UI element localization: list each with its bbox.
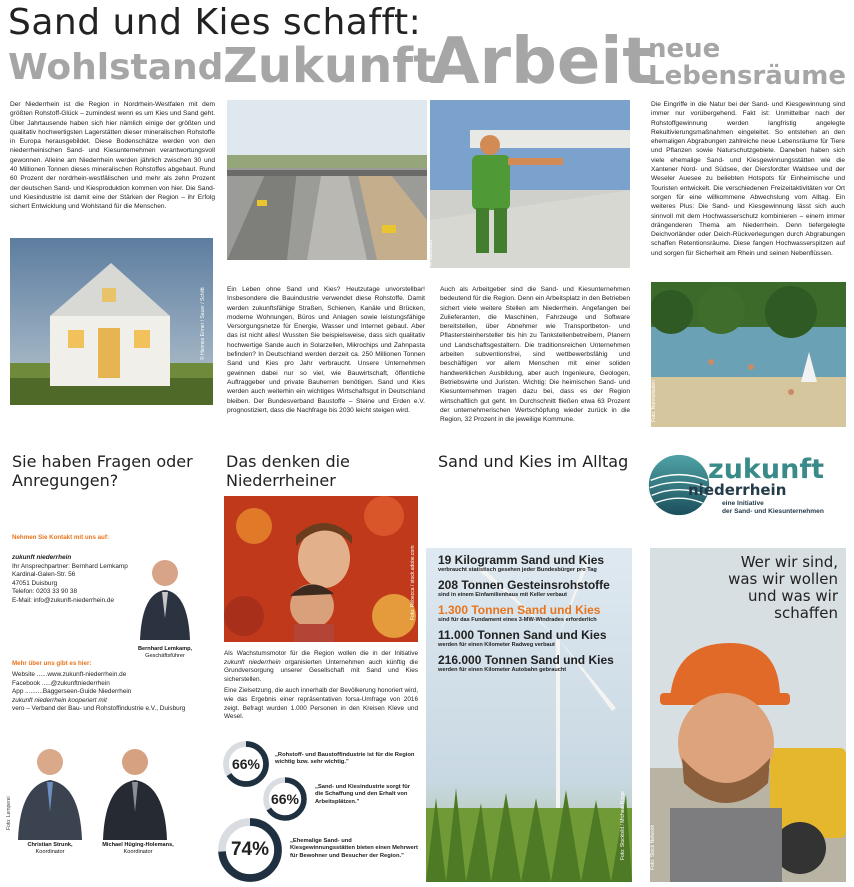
stat-number: 19 Kilogramm Sand und Kies: [438, 553, 605, 567]
lake-photo-credit: Foto: Nahmslasten: [651, 380, 657, 422]
alltag-stats: [438, 554, 628, 679]
hardhat-photo-credit: Foto: Stock Network: [650, 824, 656, 870]
opinion-heading: Das denken die Niederrheiner: [226, 452, 350, 490]
wer-wir-sind-heading: Wer wir sind, was wir wollen und was wir schaffen: [728, 553, 838, 622]
lake-photo: [651, 282, 846, 427]
stat-caption: werden für einen Kilometer Radweg verbaut: [438, 642, 555, 648]
stat-number: 1.300 Tonnen Sand und Kies: [438, 603, 601, 617]
contact-heading: Sie haben Fragen oder Anregungen?: [12, 452, 193, 490]
headline-zukunft: Zukunft: [223, 38, 437, 94]
stat-caption: sind für das Fundament eines 3-MW-Windrades erforderlich: [438, 617, 597, 623]
headline-wohlstand: Wohlstand: [8, 47, 224, 88]
facebook-link[interactable]: Facebook .....@zukunftniederrhein: [12, 679, 110, 687]
house-photo: [10, 238, 213, 405]
stat-number: 216.000 Tonnen Sand und Kies: [438, 653, 614, 667]
survey-text-1: „Rohstoff- und Baustoffindustrie ist für die Region wichtig bzw. sehr wichtig.": [275, 752, 415, 766]
caption-lemkamp: Bernhard Lemkamp, Geschäftsführer: [137, 646, 193, 659]
portrait-strunk: [10, 740, 90, 840]
couple-photo: [224, 496, 418, 642]
worker-photo: [430, 100, 630, 268]
text-zukunft: Ein Leben ohne Sand und Kies? Heutzutage unvorstellbar! Insbesondere die Bauindustrie verwendet diese Rohstoffe. Damit werden zukunftsfähige Straßen, Schienen, Kanäle und Brücken, moderne Wohnungen, Büros und Anlagen sowie leistungsfähige Versorgungsnetze für Energie, Wasser und Internet gebaut. Aber das ist nicht alles! Wussten Sie beispielsweise, dass sich qualitativ hochwertige Sande auch in Solarzellen, Mikrochips und Zahnpasta befinden? In Deutschland werden derzeit ca. 250 Millionen Tonnen Sand und Kies pro Jahr verbraucht. Unsere Unternehmen gewinnen dabei nur so viel, wie Bauwirtschaft, öffentliche Auftraggeber und private Bauherren benötigen. Sand und Kies werden auch weiterhin ein wichtiges Wirtschaftsgut in Deutschland bleiben. Der Bundesverband Baustoffe – Steine und Erden e.V. prognostiziert, dass die Nachfrage bis 2030 leicht steigen wird.: [227, 286, 425, 414]
caption-hueging: Michael Hüging-Holemans, Koordinator: [102, 842, 174, 855]
portrait-lemkamp: [130, 548, 200, 640]
more-heading: Mehr über uns gibt es hier:: [12, 660, 92, 667]
headline-lebensraeume: neue Lebensräume: [648, 34, 847, 92]
page-title: Sand und Kies schafft:: [8, 2, 422, 43]
survey-text-2: „Sand- und Kiesindustrie sorgt für die Schaffung und den Erhalt von Arbeitsplätzen.": [315, 784, 411, 805]
ring-value: 66%: [231, 756, 261, 772]
survey-text-3: „Ehemalige Sand- und Kiesgewinnungsstätten bieten einen Mehrwert für Bewohner und Besucher der Region.": [290, 838, 418, 859]
contact-email-link[interactable]: E-Mail: info@zukunft-niederrhein.de: [12, 596, 115, 604]
stat-number: 11.000 Tonnen Sand und Kies: [438, 628, 607, 642]
house-photo-credit: © Hannes Ermer / Sauer / Schlitt: [200, 287, 206, 360]
text-lebensraeume: Die Eingriffe in die Natur bei der Sand- und Kiesgewinnung sind immer nur vorübergehend. Fakt ist: Unmittelbar nach der Rohstoffgewinnung werden langfristig angelegte Rekultivierungsmaßnahmen eingeleitet. So entstehen an den ehemaligen Abgrabungen zahlreiche neue Lebensräume für Tiere und Pflanzen sowie Naturschutzgebiete. Daneben haben sich viele ehemalige Sand- und Kiesgewinnungsstätten wie die Xantener Nord- und Südsee, der Diersfordter Waldsee und der Weseler Auesee zu beliebten Hotspots für Einheimische und Touristen entwickelt. Die verschiedenen Freizeitaktivitäten vor Ort sorgen für eine willkommene Abwechslung vom Alltag. Ein weiteres Plus: Die Sand- und Kiesgewinnung lässt sich auch sinnvoll mit dem Hochwasserschutz kombinieren – einem immer drängenderen Thema am Niederrhein. Denn tiefergelegte Deichvorländer oder Deich-Rückverlegungen durch Abgrabungen schaffen Retentionsräume. Diese fangen Hochwasserspitzen auf und sorgen für Sicherheit am Rhein und seinen Nebenflüssen.: [651, 101, 845, 257]
links-list: Website ......www.zukunft-niederrhein.de Facebook .....@zukunftniederrhein App ..........Baggerseen-Guide Niederrhein zukunft niederrhein kooperiert mit vero – Verband der Bau- und Rohstoffindustrie e.V., Duisburg: [12, 671, 217, 714]
portrait-hueging: [95, 740, 175, 840]
opinion-text: Als Wachstumsmotor für die Region wollen die in der Initiative zukunft niederrhein organisierten Unternehmen auch künftig die Grundversorgung unserer Gesellschaft mit Sand und Kies sicherstellen. Eine Zielsetzung, die auch innerhalb der Bevölkerung honoriert wird, wie das Ergebnis einer repräsentativen forsa-Umfrage von 2016 zeigt. Befragt wurden 1.000 Personen in den Kreisen Kleve und Wesel.: [224, 650, 418, 721]
headline-arbeit: Arbeit: [430, 25, 653, 99]
caption-strunk: Christian Strunk, Koordinator: [27, 842, 73, 855]
stat-caption: verbraucht statistisch gesehen jeder Bundesbürger pro Tag: [438, 567, 597, 573]
wind-photo-credit: Foto: Stockbild / Michael Ringe: [620, 791, 626, 860]
alltag-heading: Sand und Kies im Alltag: [438, 452, 629, 471]
people-photo-credit: Foto: Lemperei: [6, 796, 12, 830]
text-wohlstand: Der Niederrhein ist die Region in Nordrhein-Westfalen mit dem größten Rohstoff-Glück – zumindest wenn es um Kies und Sand geht. Über Jahrtausende haben sich hier nämlich einige der größten und qualitativ hochwertigsten Lagerstätten dieser mineralischen Rohstoffe in Europa herausgebildet. Diese Bodenschätze werden von den niederrheinischen Sand- und Kiesunternehmen verantwortungsvoll gewonnen. Alleine am Niederrhein werden jährlich zwischen 30 und 40 Millionen Tonnen dieses mineralischen Rohstoffes abgebaut. Rund 60 Prozent der nordrhein-westfälischen und mehr als zehn Prozent der deutschen Sand- und Kiesproduktion kommen von hier. Die Sand- und Kiesindustrie ist damit eine der Stärken der Region – ihr Erfolg sichert Entwicklung und Wohlstand für die Menschen.: [10, 101, 215, 211]
website-link[interactable]: Website ......www.zukunft-niederrhein.de: [12, 671, 127, 678]
couple-photo-credit: Foto: Rebecca / stock.adobe.com: [410, 545, 416, 620]
ring-value: 74%: [230, 839, 270, 860]
stat-caption: sind in einem Einfamilienhaus mit Keller verbaut: [438, 592, 568, 598]
survey-ring-3: [218, 818, 282, 882]
stat-number: 208 Tonnen Gesteinsrohstoffe: [438, 578, 610, 592]
survey-ring-2: [262, 776, 308, 822]
stat-caption: werden für einen Kilometer Autobahn gebraucht: [438, 667, 567, 673]
worker-photo-credit: © Stockfoto: [428, 240, 434, 266]
contact-address: zukunft niederrhein Ihr Ansprechpartner: Bernhard Lemkamp Kardinal-Galen-Str. 56 47051 Duisburg Telefon: 0203 33 90 38 E-Mail: info@zukunft-niederrhein.de: [12, 554, 137, 606]
contact-prompt: Nehmen Sie Kontakt mit uns auf:: [12, 534, 109, 541]
construction-photo: [227, 100, 427, 260]
app-link[interactable]: App ..........Baggerseen-Guide Niederrhein: [12, 688, 132, 696]
text-arbeit: Auch als Arbeitgeber sind die Sand- und Kiesunternehmen bedeutend für die Region. Denn ein Arbeitsplatz in den Betrieben sichert viele weitere Stellen am Niederrhein. Angefangen bei Zulieferanten, die Maschinen, Fahrzeuge und Software bereitstellen, über Abnehmer wie Transportbeton- und Pflastersteinhersteller bis hin zu Tankstellenbetreibern, Planern und Landschaftsgestaltern. Die traditionsreichen Unternehmen arbeiten subventionsfrei, sind wettbewerbsfähig und beschäftigen vor allem Menschen mit einer soliden handwerklichen Ausbildung, aber auch Ingenieure, Geologen, Betriebswirte und Juristen. Wichtig: Die heimischen Sand- und Kiesunternehmen tragen dazu bei, dass es der Region wirtschaftlich gut geht. Im Durchschnitt fließen etwa 63 Prozent der unternehmerischen Wertschöpfung wieder zurück in die Region, 32 Prozent in die jeweilige Kommune.: [440, 286, 630, 424]
ring-value: 66%: [270, 791, 300, 807]
zukunft-logo: zukunft niederrhein eine Initiative der Sand- und Kiesunternehmen: [646, 452, 851, 524]
